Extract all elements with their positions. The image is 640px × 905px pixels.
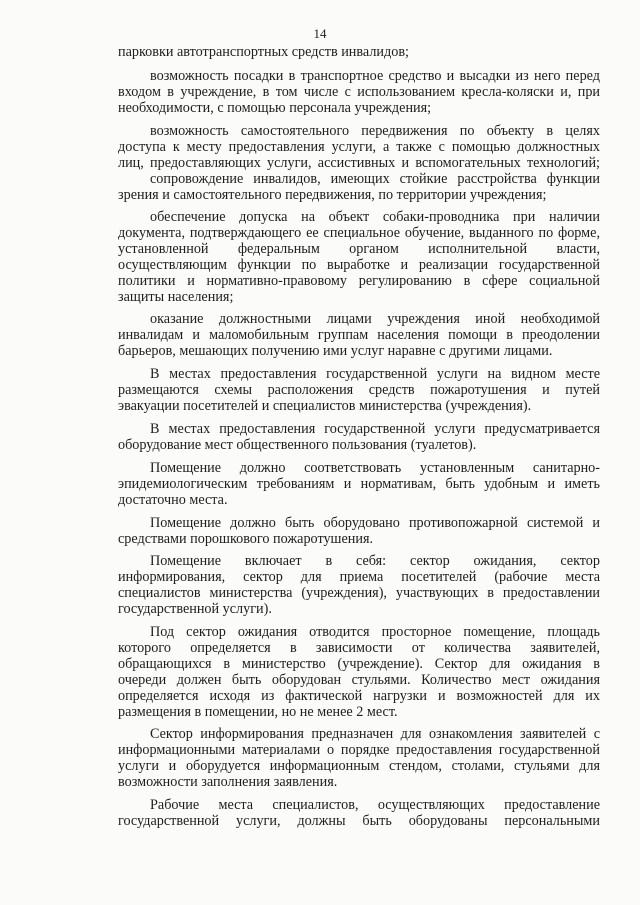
text-line: документа, подтверждающего ее специальное обучение, выданного по форме, [118, 225, 600, 241]
text-line: определяется исходя из фактической нагрузки и возможностей для их [118, 688, 600, 704]
text-line: размещения в помещении, но не менее 2 мест. [118, 704, 398, 720]
text-line: обеспечение допуска на объект собаки-проводника при наличии [150, 209, 600, 225]
page-number: 14 [313, 26, 327, 41]
text-line: средствами порошкового пожаротушения. [118, 531, 374, 547]
text-line: доступа к месту предоставления услуги, а также с помощью должностных [118, 139, 600, 155]
text-line: Помещение должно соответствовать установленным санитарно- [150, 460, 600, 476]
text-line: осуществляющим функции по выработке и реализации государственной [118, 257, 600, 273]
text-line: Помещение должно быть оборудовано противопожарной системой и [150, 515, 600, 531]
text-line: Помещение включает в себя: сектор ожидания, сектор [150, 553, 600, 569]
text-line: возможность самостоятельного передвижения по объекту в целях [150, 123, 600, 139]
text-line: оборудование мест общественного пользования (туалетов). [118, 437, 477, 453]
text-line: лиц, предоставляющих услуги, ассистивных и вспомогательных технологий; [118, 155, 600, 171]
text-line: инвалидам и маломобильным группам населения помощи в преодолении [118, 327, 600, 343]
text-line: размещаются схемы расположения средств пожаротушения и путей [118, 382, 600, 398]
text-line: государственной услуги). [118, 601, 272, 617]
text-line: государственной услуги, должны быть оборудованы персональными [118, 813, 600, 829]
text-line: информирования, сектор для приема посетителей (рабочие места [118, 569, 600, 585]
text-line: оказание должностными лицами учреждения иной необходимой [150, 311, 600, 327]
text-line: политики и нормативно-правовому регулированию в сфере социальной [118, 273, 600, 289]
text-line: возможность посадки в транспортное средство и высадки из него перед [150, 68, 600, 84]
text-line: защиты населения; [118, 289, 234, 305]
text-line: которого определяется в зависимости от количества заявителей, [118, 640, 600, 656]
text-line: специалистов министерства (учреждения), участвующих в предоставлении [118, 585, 600, 601]
text-line: входом в учреждение, в том числе с использованием кресла-коляски и, при [118, 84, 600, 100]
text-line: эвакуации посетителей и специалистов министерства (учреждения). [118, 398, 532, 414]
text-line: зрения и самостоятельного передвижения, по территории учреждения; [118, 187, 547, 203]
text-line: очереди должен быть оборудован стульями. Количество мест ожидания [118, 672, 600, 688]
text-line: достаточно места. [118, 492, 228, 508]
text-line: обращающихся в министерство (учреждение). Сектор для ожидания в [118, 656, 600, 672]
text-line: парковки автотранспортных средств инвалидов; [118, 44, 409, 60]
text-line: сопровождение инвалидов, имеющих стойкие расстройства функции [150, 171, 600, 187]
text-line: В местах предоставления государственной услуги предусматривается [150, 421, 600, 437]
text-line: Под сектор ожидания отводится просторное помещение, площадь [150, 624, 600, 640]
text-line: информационными материалами о порядке предоставления государственной [118, 742, 600, 758]
text-line: барьеров, мешающих получению ими услуг наравне с другими лицами. [118, 343, 553, 359]
text-line: установленной федеральным органом исполнительной власти, [118, 241, 600, 257]
text-line: Рабочие места специалистов, осуществляющих предоставление [150, 797, 600, 813]
text-line: Сектор информирования предназначен для ознакомления заявителей с [150, 726, 600, 742]
text-line: услуги и оборудуется информационным стендом, столами, стульями для [118, 758, 600, 774]
text-line: эпидемиологическим требованиям и нормативам, быть удобным и иметь [118, 476, 600, 492]
text-line: необходимости, с помощью персонала учреждения; [118, 100, 432, 116]
text-line: возможности заполнения заявления. [118, 774, 338, 790]
text-line: В местах предоставления государственной услуги на видном месте [150, 366, 600, 382]
